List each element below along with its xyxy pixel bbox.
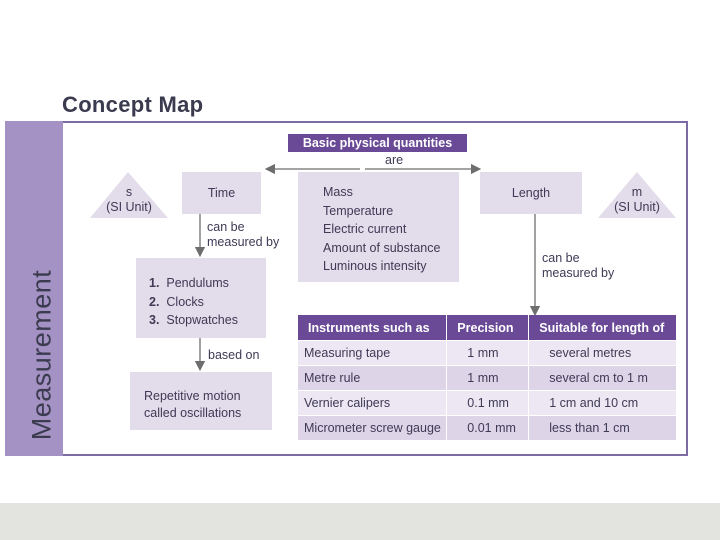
table-row [298,366,677,391]
table-row [298,341,677,366]
time-unit-caption: (SI Unit) [106,200,152,214]
length-unit-symbol: m [631,185,643,199]
based-on-label: based on [208,348,260,362]
column-header: Suitable for length of [529,315,677,341]
time-instruments-node [136,258,266,338]
side-label-text: Measurement [26,269,57,441]
list-item [149,274,266,293]
time-link-label [207,220,279,250]
table-cell: 1 mm [447,366,529,391]
length-si-unit [598,185,676,215]
table-cell: Micrometer screw gauge [298,416,447,441]
table-cell: 1 cm and 10 cm [529,391,677,416]
list-item [149,293,266,312]
table-cell: 1 mm [447,341,529,366]
oscillation-line-1: Repetitive motion [144,389,241,403]
quantity-item: Mass [323,185,353,199]
quantity-item: Temperature [323,203,394,218]
list-item-text: Clocks [166,294,204,309]
table-header-row [298,315,677,341]
list-item-number: 3. [149,313,160,327]
length-node: Length [480,172,582,214]
table-cell: Measuring tape [298,341,447,366]
other-quantities-node [298,172,459,282]
column-header: Precision [447,315,529,341]
list-item-text: Stopwatches [166,313,238,327]
time-unit-symbol: s [125,185,133,199]
length-unit-caption: (SI Unit) [614,200,660,214]
list-item-number: 1. [149,276,160,290]
table-cell: several cm to 1 m [529,366,677,391]
table-cell: less than 1 cm [529,416,677,441]
quantity-item: Luminous intensity [323,259,427,273]
column-header: Instruments such as [298,315,447,341]
time-link-line-1: can be [207,220,245,234]
length-link-line-2: measured by [542,266,615,280]
list-item [149,311,266,330]
table-cell: Vernier calipers [298,391,447,416]
time-link-line-2: measured by [207,235,280,249]
table-cell: 0.1 mm [447,391,529,416]
table-row [298,391,677,416]
length-link-line-1: can be [542,251,580,265]
table-row [298,416,677,441]
table-cell: several metres [529,341,677,366]
time-si-unit [90,185,168,215]
oscillation-node [130,372,272,430]
oscillation-line-2: called oscillations [144,406,242,420]
instruments-table [298,315,677,440]
time-node: Time [182,172,261,214]
length-link-label [542,251,614,281]
footer-bar [0,503,720,540]
root-node: Basic physical quantities [288,134,467,152]
table-cell: Metre rule [298,366,447,391]
list-item-text: Pendulums [166,276,229,290]
table-cell: 0.01 mm [447,416,529,441]
list-item-number: 2. [149,294,160,309]
quantity-item: Amount of substance [323,240,441,255]
page-title: Concept Map [62,92,204,117]
root-connector-label: are [385,153,404,167]
quantity-item: Electric current [323,222,407,236]
